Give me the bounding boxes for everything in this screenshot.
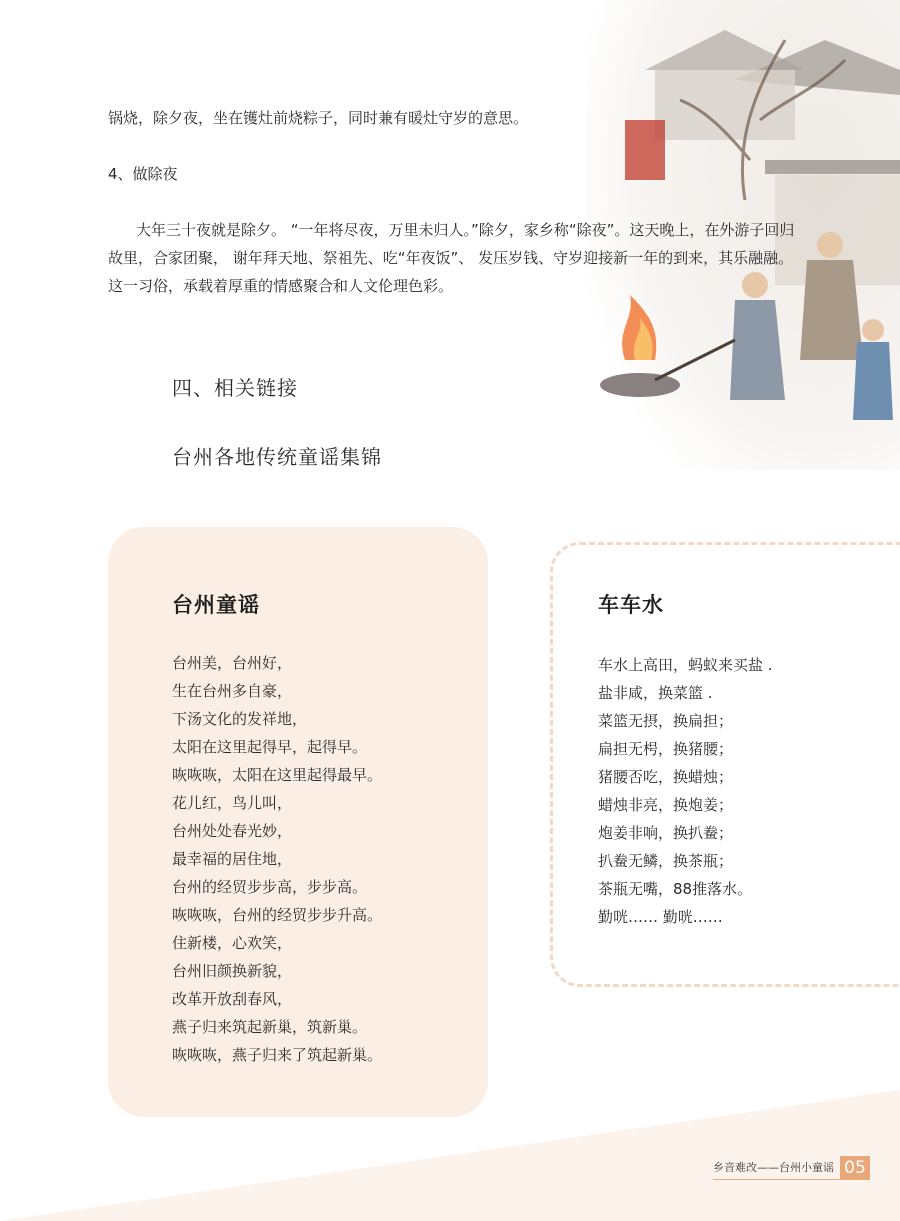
footer-book-title: 乡音难改——台州小童谣 [713,1156,840,1180]
verse-line: 改革开放刮春风， [172,990,293,1008]
verse-line: 太阳在这里起得早，起得早。 [172,738,368,756]
verse-line: 咴咴咴，太阳在这里起得最早。 [172,766,383,784]
verse-line: 燕子归来筑起新巢，筑新巢。 [172,1018,368,1036]
verse-line: 蜡烛非亮，换炮姜； [598,796,734,814]
verse-line: 生在台州多自豪， [172,682,293,700]
verse-line: 咴咴咴，台州的经贸步步升高。 [172,906,383,924]
verse-line: 盐非咸，换菜篮 . [598,684,713,702]
verse-line: 咴咴咴，燕子归来了筑起新巢。 [172,1046,383,1064]
page-footer [713,1156,870,1180]
verse-line: 台州的经贸步步高，步步高。 [172,878,368,896]
verse-line: 车水上高田，蚂蚁来买盐 . [598,656,773,674]
verse-line: 扁担无枵，换猪腰； [598,740,734,758]
verse-line: 台州处处春光妙， [172,822,293,840]
left-card-verse [172,649,382,1069]
verse-line: 住新楼，心欢笑， [172,934,293,952]
related-links-title: 四、相关链接 [172,376,298,400]
water-wheel-rhyme-card [550,542,900,987]
verse-line: 下汤文化的发祥地， [172,710,308,728]
verse-line: 猪腰否吃，换蜡烛； [598,768,734,786]
verse-line: 花儿红，鸟儿叫， [172,794,293,812]
verse-line: 扒鲞无鳞，换茶瓶； [598,852,734,870]
page-number: 05 [840,1156,870,1180]
verse-line: 台州旧颜换新貌， [172,962,293,980]
verse-line: 菜篮无摂，换扁担； [598,712,734,730]
verse-line: 炮姜非响，换扒鲞； [598,824,734,842]
intro-text: 锅烧，除夕夜，坐在镬灶前烧粽子，同时兼有暖灶守岁的意思。 [108,109,529,127]
verse-line: 茶瓶无嘴，88推落水。 [598,880,753,898]
verse-line: 最幸福的居住地， [172,850,293,868]
verse-line: 台州美，台州好， [172,654,293,672]
right-card-verse [598,651,773,931]
taizhou-nursery-rhyme-card [108,527,488,1117]
chuxi-paragraph: 大年三十夜就是除夕。 “一年将尽夜，万里未归人。”除夕，家乡称“除夜”。这天晚上，在外游子回归故里，合家团聚， 谢年拜天地、祭祖先、吃“年夜饭”、 发压岁钱、守岁迎接新一年的到来，其乐融融。这一习俗，承载着厚重的情感聚合和人文伦理色彩。 [108,221,795,295]
section-4-heading: 4、做除夜 [108,165,178,183]
left-card-title: 台州童谣 [172,593,260,617]
collection-title: 台州各地传统童谣集锦 [172,445,382,469]
verse-line: 勤咣…… 勤咣…… [598,908,723,926]
right-card-title: 车车水 [598,593,664,617]
